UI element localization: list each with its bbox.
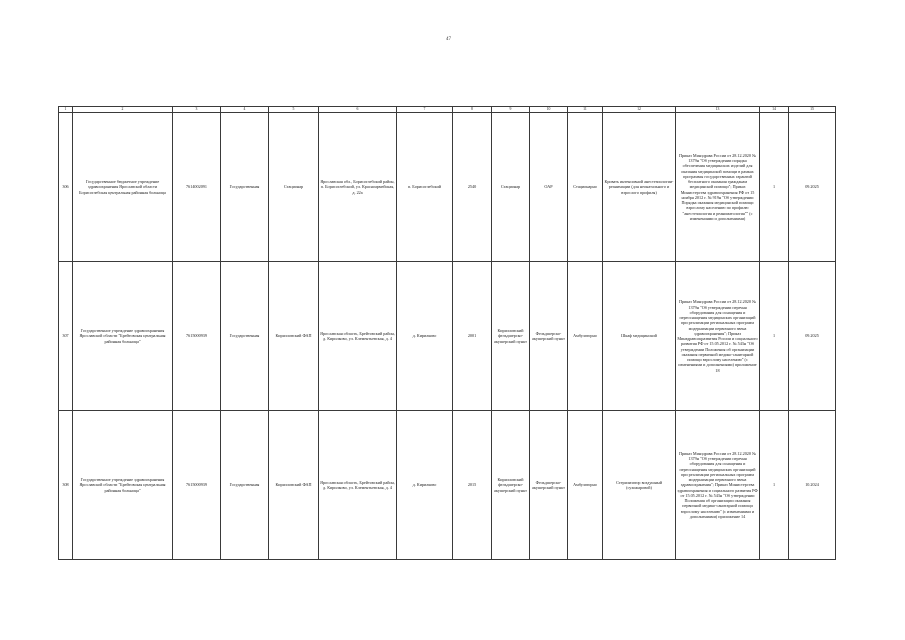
table-row — [59, 113, 836, 262]
unit-type: Фельдшерско-акушерский пункт — [530, 411, 568, 560]
quantity: 1 — [760, 411, 789, 560]
address: Ярославская область, Брейтовский район, д. Кирилково, ул. Клементьевская, д. 4 — [319, 262, 397, 411]
quantity: 1 — [760, 262, 789, 411]
address: Ярославская область, Брейтовский район, д. Кирилково, ул. Клементьевская, д. 4 — [319, 411, 397, 560]
column-number: 15 — [789, 107, 836, 113]
row-number: 308 — [59, 411, 73, 560]
care-conditions: Амбулаторно — [568, 411, 603, 560]
care-conditions: Стационарно — [568, 113, 603, 262]
inn: 7615000939 — [173, 411, 221, 560]
delivery-date: 09.2025 — [789, 113, 836, 262]
ownership-form: Государственная — [221, 262, 269, 411]
care-conditions: Амбулаторно — [568, 262, 603, 411]
delivery-date: 10.2024 — [789, 411, 836, 560]
column-number: 7 — [397, 107, 453, 113]
address: Ярославская обл., Борисоглебский район, п. Борисоглебский, ул. Красноармейская, д. 22а — [319, 113, 397, 262]
structural-unit: Кирилловский фельдшерско-акушерский пункт — [492, 262, 530, 411]
organization-name: Государственное бюджетное учреждение здравоохранения Ярославской области Борисоглебская центральная районная больница — [73, 113, 173, 262]
locality: д. Кирилково — [397, 411, 453, 560]
regulatory-document: Приказ Минздрава России от 28.12.2020 № 1379н "Об утверждении перечня оборудования для оснащения и переоснащения медицинских организаций при реализации региональных программ модернизации первичного звена здравоохранения"; Приказ Министерства здравоохранения и социального развития РФ от 15.05.2012 г. № 543н "Об утверждении Положения об организации оказания первичной медико-санитарной помощи взрослому населению" (с изменениями и дополнениями) приложение 14 — [676, 411, 760, 560]
column-number: 14 — [760, 107, 789, 113]
column-number: 9 — [492, 107, 530, 113]
table-row — [59, 262, 836, 411]
structural-unit: Стационар — [492, 113, 530, 262]
organization-name: Государственное учреждение здравоохранения Ярославской области "Брейтовская центральная районная больница" — [73, 262, 173, 411]
inn: 7615000939 — [173, 262, 221, 411]
regulatory-document: Приказ Минздрава России от 28.12.2020 № 1379н "Об утверждении перечня оборудования для оснащения и переоснащения медицинских организаций при реализации региональных программ модернизации первичного звена здравоохранения"; Приказ Минздравсоцразвития России и социального развития РФ от 15.05.2012 г. № 543н "Об утверждении Положения об организации оказания первичной медико-санитарной помощи взрослому населению" (с изменениями и дополнениями) приложение 18 — [676, 262, 760, 411]
unit-type: Фельдшерско-акушерский пункт — [530, 262, 568, 411]
column-number: 1 — [59, 107, 73, 113]
facility-type: Кирилловский ФАП — [269, 411, 319, 560]
column-number: 10 — [530, 107, 568, 113]
column-number: 6 — [319, 107, 397, 113]
column-number: 5 — [269, 107, 319, 113]
column-number: 12 — [603, 107, 676, 113]
column-number: 13 — [676, 107, 760, 113]
equipment-name: Кровать интенсивной анестезиологии-реанимации (для неонатального и взрослого профиля) — [603, 113, 676, 262]
organization-name: Государственное учреждение здравоохранения Ярославской области "Брейтовская центральная районная больница" — [73, 411, 173, 560]
column-number: 4 — [221, 107, 269, 113]
row-number: 307 — [59, 262, 73, 411]
locality: п. Борисоглебский — [397, 113, 453, 262]
table-row — [59, 411, 836, 560]
equipment-name: Стерилизатор воздушный (сухожаровой) — [603, 411, 676, 560]
ownership-form: Государственная — [221, 411, 269, 560]
column-number: 8 — [453, 107, 492, 113]
year: 2001 — [453, 262, 492, 411]
ownership-form: Государственная — [221, 113, 269, 262]
column-number: 2 — [73, 107, 173, 113]
column-number: 11 — [568, 107, 603, 113]
row-number: 306 — [59, 113, 73, 262]
regulatory-document: Приказ Минздрава России от 28.12.2020 № 1379н "Об утверждении порядка обеспечения медицинских изделий для оказания медицинской помощи в рамках программы государственных гарантий бесплатного оказания гражданам медицинской помощи"; Приказ Министерства здравоохранения РФ от 15 ноября 2012 г. № 919н "Об утверждении Порядка оказания медицинской помощи взрослому населению по профилю "анестезиология и реаниматология"" (с изменениями и дополнениями) — [676, 113, 760, 262]
equipment-registry-table — [58, 106, 836, 560]
unit-type: ОАР — [530, 113, 568, 262]
facility-type: Кирилловский ФАП — [269, 262, 319, 411]
year: 2015 — [453, 411, 492, 560]
year: 2540 — [453, 113, 492, 262]
inn: 7614002091 — [173, 113, 221, 262]
structural-unit: Кирилловский фельдшерско-акушерский пункт — [492, 411, 530, 560]
page-number: 47 — [446, 37, 451, 42]
facility-type: Стационар — [269, 113, 319, 262]
delivery-date: 09.2025 — [789, 262, 836, 411]
locality: д. Кирилково — [397, 262, 453, 411]
equipment-name: Шкаф медицинский — [603, 262, 676, 411]
column-number: 3 — [173, 107, 221, 113]
quantity: 1 — [760, 113, 789, 262]
